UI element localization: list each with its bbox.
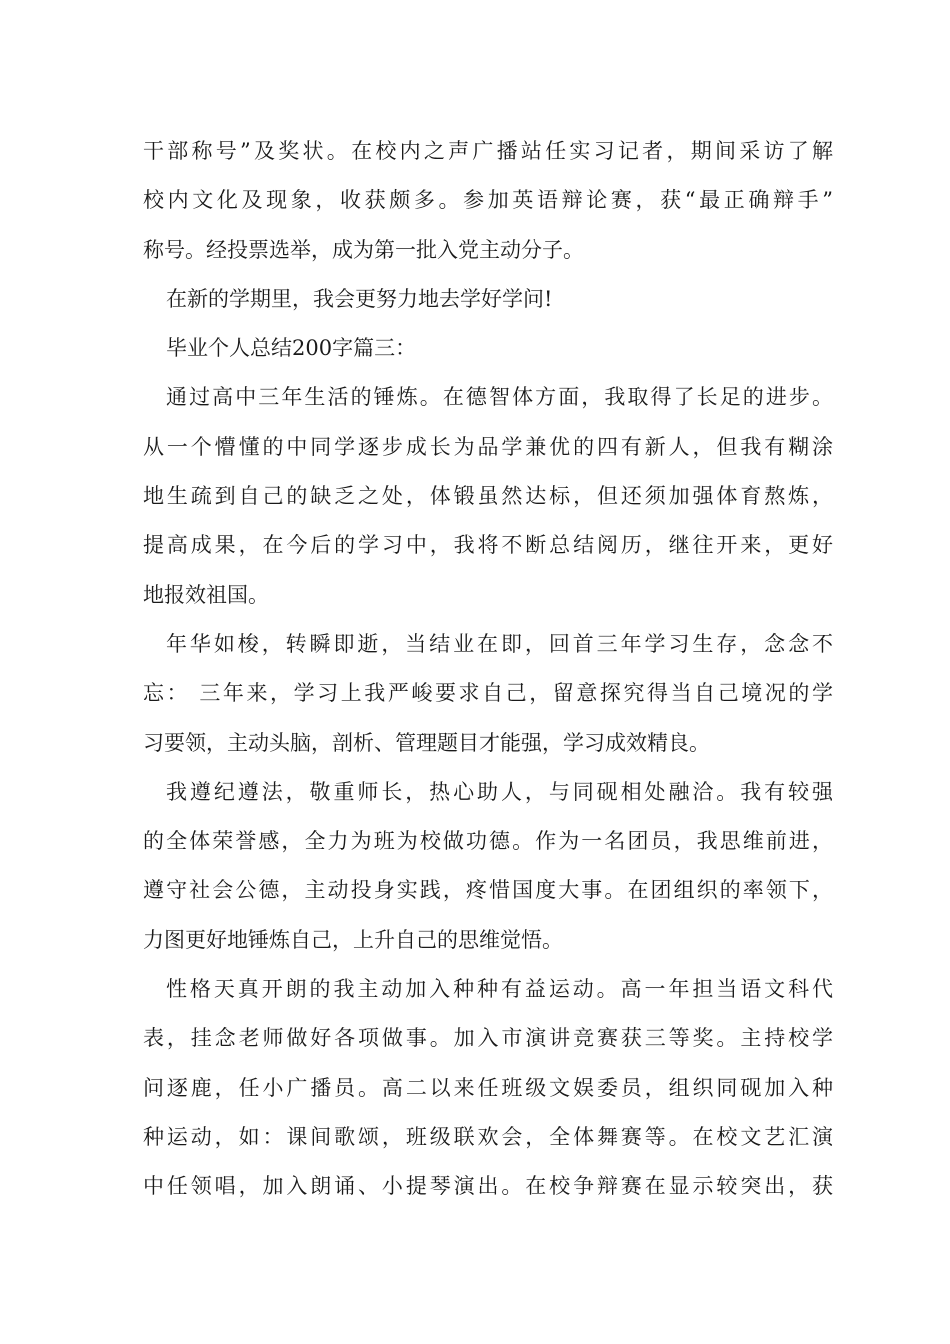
text-line: 干部称号”及奖状。在校内之声广播站任实习记者，期间采访了解	[143, 139, 833, 163]
text-line: 地报效祖国。	[143, 582, 269, 607]
text-line: 我遵纪遵法，敬重师长，热心助人，与同砚相处融洽。我有较强	[166, 779, 833, 804]
text-line: 中任领唱，加入朗诵、小提琴演出。在校争辩赛在显示较突出，获	[143, 1174, 833, 1199]
text-line: 性格天真开朗的我主动加入种种有益运动。高一年担当语文科代	[166, 977, 833, 1002]
text-line: 力图更好地锤炼自己，上升自己的思维觉悟。	[143, 927, 563, 952]
text-line: 通过高中三年生活的锤炼。在德智体方面，我取得了长足的进步。	[166, 385, 833, 410]
text-line: 忘： 三年来，学习上我严峻要求自己，留意探究得当自己境况的学	[143, 681, 833, 706]
text-line: 问逐鹿，任小广播员。高二以来任班级文娱委员，组织同砚加入种	[143, 1075, 833, 1100]
text-line: 年华如梭，转瞬即逝，当结业在即，回首三年学习生存，念念不	[166, 631, 833, 656]
text-line: 种运动，如：课间歌颂，班级联欢会，全体舞赛等。在校文艺汇演	[143, 1124, 833, 1149]
text-line: 称号。经投票选举，成为第一批入党主动分子。	[143, 237, 584, 262]
text-line: 从一个懵懂的中同学逐步成长为品学兼优的四有新人，但我有糊涂	[143, 434, 833, 459]
text-line: 遵守社会公德，主动投身实践，疼惜国度大事。在团组织的率领下，	[143, 878, 833, 903]
text-line: 校内文化及现象，收获颇多。参加英语辩论赛，获“最正确辩手”	[143, 188, 833, 213]
text-line: 地生疏到自己的缺乏之处，体锻虽然达标，但还须加强体育熬炼，	[143, 484, 833, 509]
text-line: 提高成果，在今后的学习中，我将不断总结阅历，继往开来，更好	[143, 533, 833, 558]
text-line: 在新的学期里，我会更努力地去学好学问!	[166, 286, 553, 311]
document-body	[143, 127, 833, 1212]
section-heading: 毕业个人总结200字篇三：	[166, 336, 417, 361]
text-line: 的全体荣誉感，全力为班为校做功德。作为一名团员，我思维前进，	[143, 829, 833, 854]
text-line: 表，挂念老师做好各项做事。加入市演讲竞赛获三等奖。主持校学	[143, 1026, 833, 1051]
text-line: 习要领，主动头脑，剖析、管理题目才能强，学习成效精良。	[143, 730, 710, 755]
